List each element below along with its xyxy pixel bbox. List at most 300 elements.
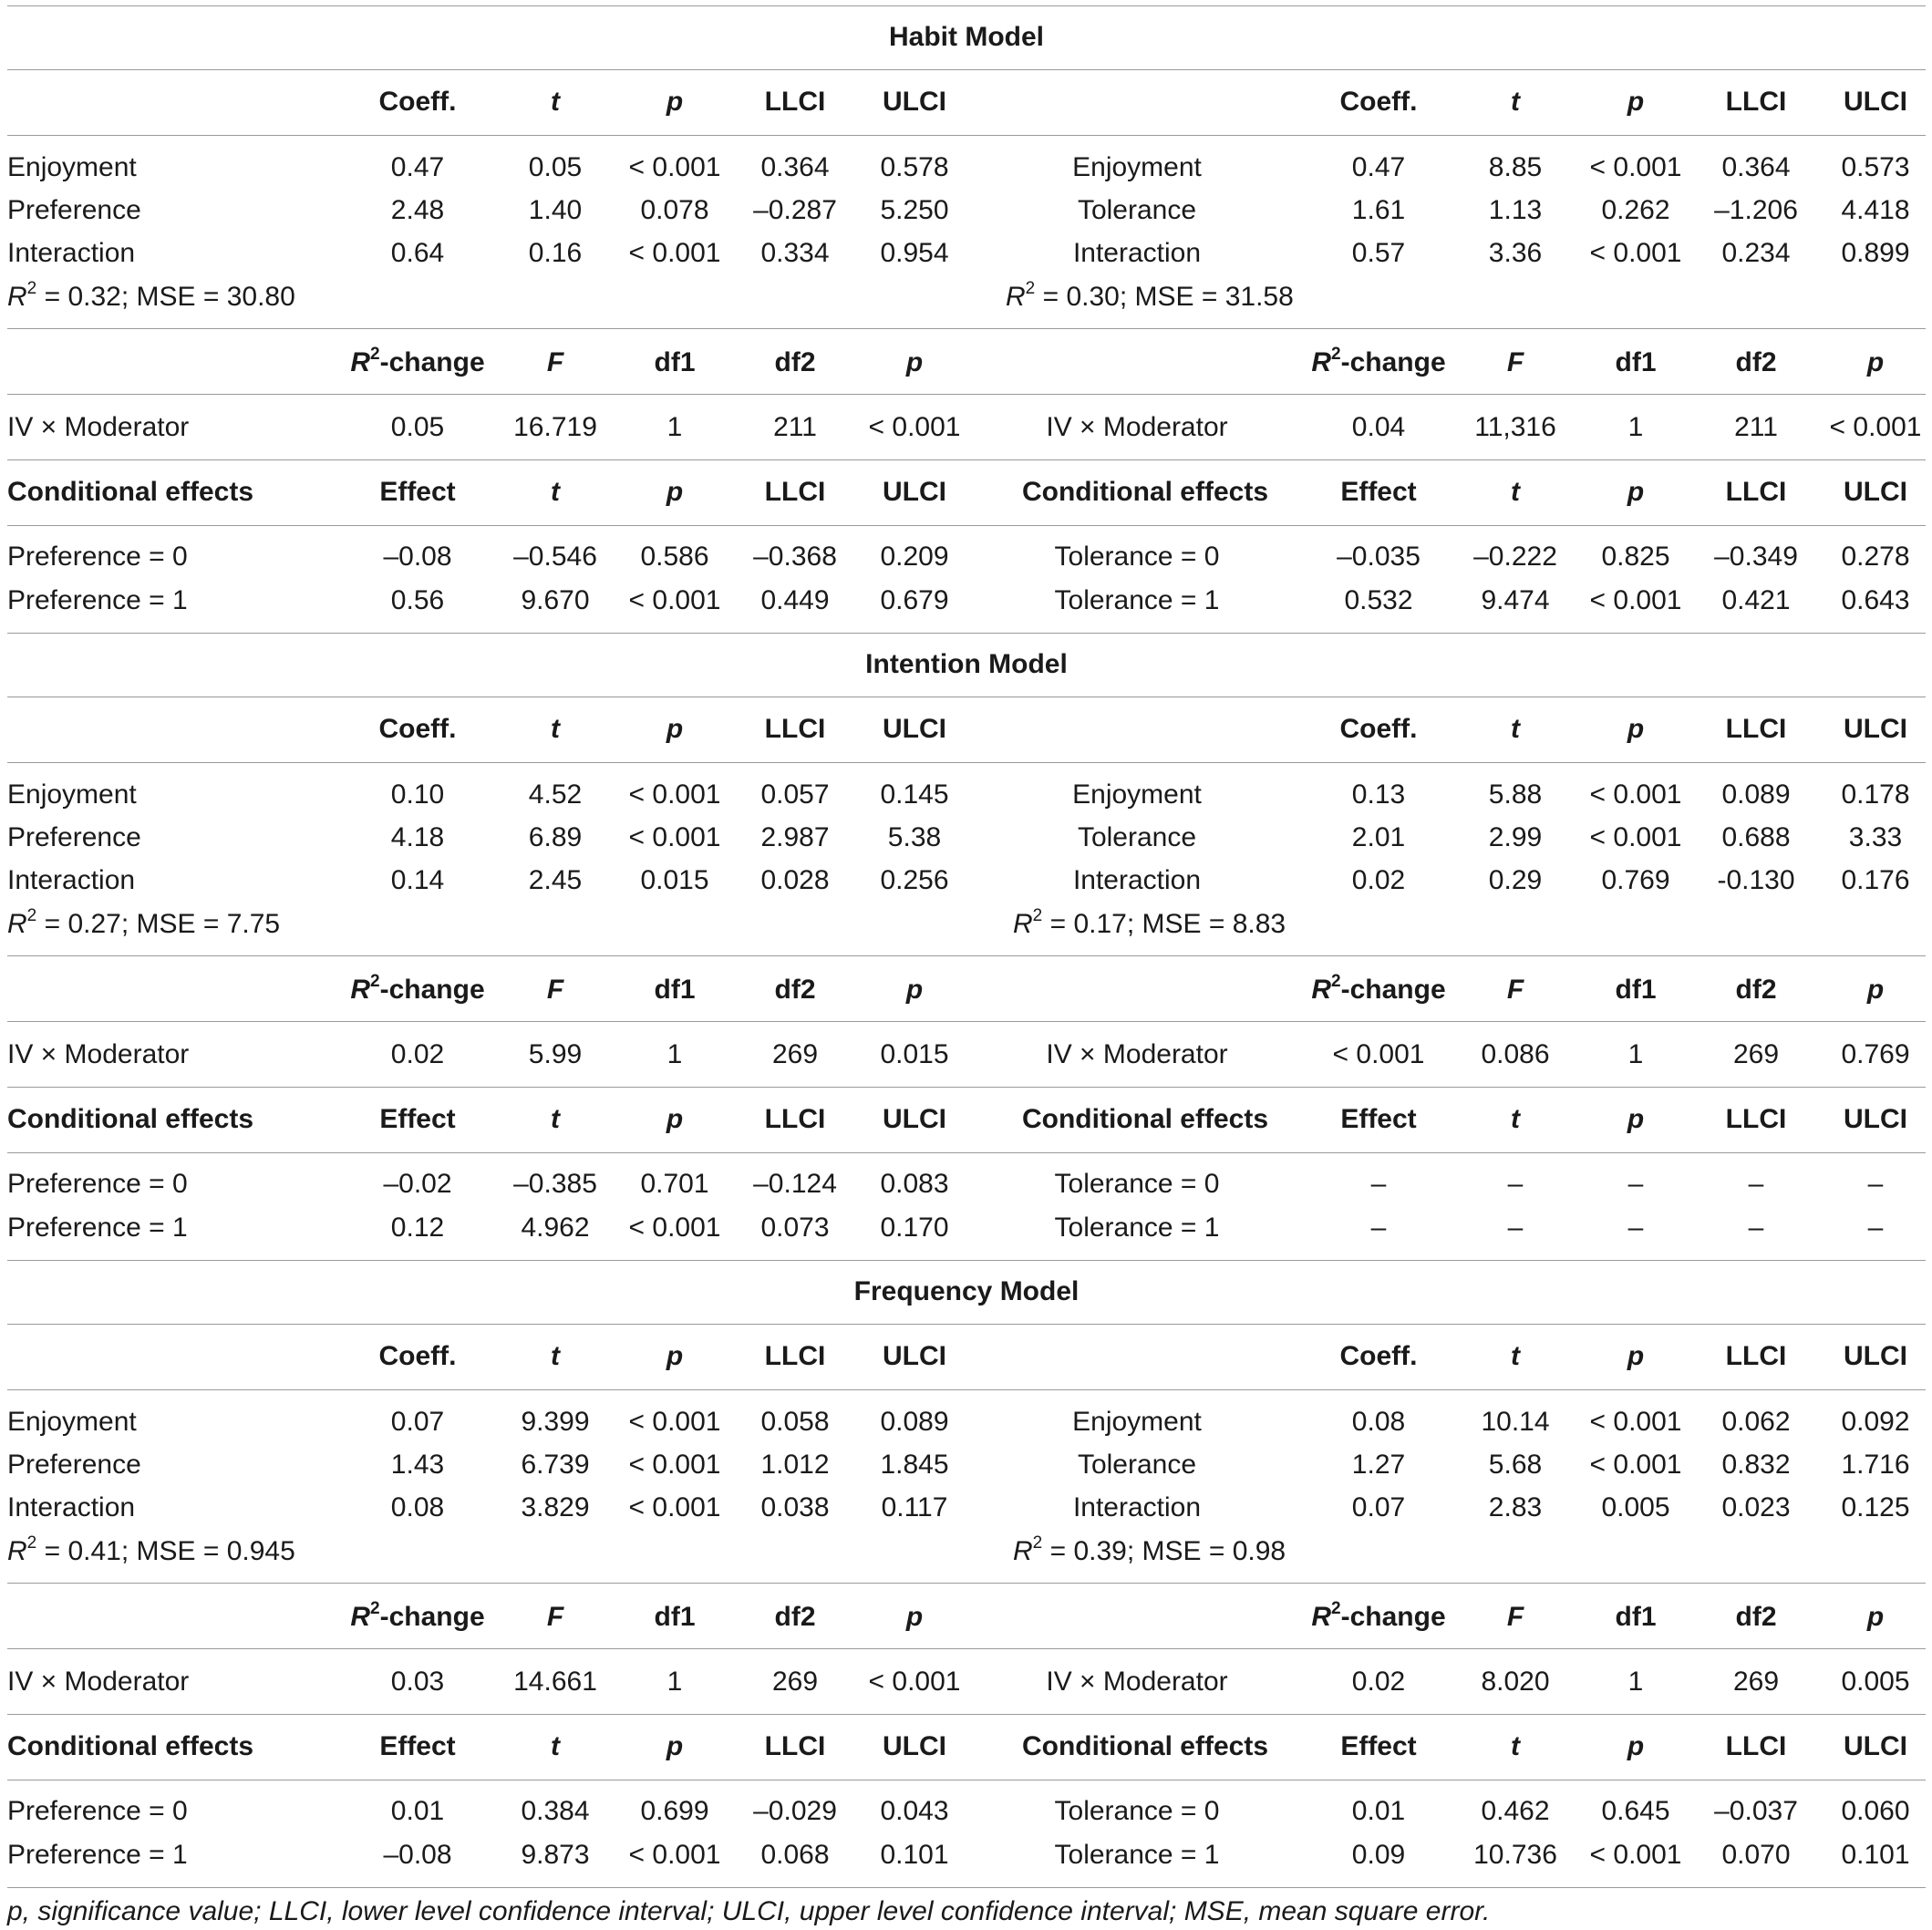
r2-sup: 2 (1331, 345, 1341, 364)
table-cell: 1.40 (528, 195, 583, 225)
rule-line (7, 955, 1926, 956)
p-header: p (905, 1602, 924, 1632)
table-cell: 0.078 (640, 195, 709, 225)
table-cell: < 0.001 (628, 1407, 721, 1437)
coeff-header: Coeff. (1339, 87, 1418, 117)
table-cell: 0.256 (880, 865, 949, 895)
rule-line (7, 1714, 1926, 1715)
table-cell: –0.029 (753, 1796, 837, 1826)
table-cell: 0.209 (880, 542, 949, 572)
p-header: p (1627, 1731, 1645, 1761)
fit-rest: = 0.32; MSE = 30.80 (36, 282, 295, 312)
effect-header: Effect (379, 477, 456, 507)
r2-sup: 2 (1331, 1599, 1341, 1618)
table-cell: 1 (1627, 1667, 1644, 1697)
llci-header: LLCI (1725, 1341, 1787, 1371)
table-cell: 2.99 (1488, 822, 1543, 852)
r2-suffix: -change (1340, 975, 1446, 1005)
table-cell: 0.701 (640, 1169, 709, 1199)
table-cell: 1.012 (760, 1450, 830, 1480)
table-cell: 9.474 (1481, 585, 1550, 615)
conditional-effects-header: Conditional effects (7, 1104, 254, 1134)
table-cell: 1 (1627, 1039, 1644, 1069)
table-cell: 0.832 (1721, 1450, 1791, 1480)
table-cell: 8.85 (1488, 152, 1543, 182)
table-cell: 0.699 (640, 1796, 709, 1826)
r2-suffix: -change (1340, 347, 1446, 377)
table-cell: < 0.001 (628, 779, 721, 810)
cond-row-label: Tolerance = 0 (1054, 1169, 1220, 1199)
table-cell: 0.083 (880, 1169, 949, 1199)
table-cell: 2.01 (1351, 822, 1406, 852)
model-fit (1013, 906, 1286, 939)
model-title: Habit Model (889, 22, 1044, 52)
fit-rest: = 0.41; MSE = 0.945 (36, 1536, 295, 1566)
model-title: Intention Model (865, 649, 1068, 679)
table-cell: < 0.001 (1829, 412, 1922, 442)
table-cell: 211 (773, 412, 817, 442)
r2-sup: 2 (1331, 972, 1341, 991)
model-fit (1013, 1533, 1286, 1566)
table-cell: 269 (771, 1667, 819, 1697)
table-cell: – (1370, 1169, 1387, 1199)
table-cell: –0.222 (1473, 542, 1557, 572)
table-cell: 1.61 (1351, 195, 1406, 225)
p-header: p (666, 477, 684, 507)
fit-r: R (1013, 909, 1033, 939)
table-cell: 0.05 (528, 152, 583, 182)
effect-header: Effect (1340, 1731, 1417, 1761)
fit-rest: = 0.17; MSE = 8.83 (1042, 909, 1286, 939)
table-cell: 1.845 (880, 1450, 949, 1480)
table-cell: 0.038 (760, 1492, 830, 1522)
table-cell: 0.073 (760, 1213, 830, 1243)
table-cell: 0.262 (1601, 195, 1670, 225)
table-cell: 3.829 (521, 1492, 590, 1522)
rule-line (7, 1021, 1926, 1022)
table-cell: 0.56 (390, 585, 445, 615)
p-header: p (1866, 347, 1885, 377)
rule-line (7, 1324, 1926, 1325)
table-cell: 0.068 (760, 1840, 830, 1870)
table-cell: 1 (666, 1667, 683, 1697)
table-cell: 0.023 (1721, 1492, 1791, 1522)
cond-row-label: Tolerance = 1 (1054, 1840, 1220, 1870)
coeff-header: Coeff. (1339, 1341, 1418, 1371)
iv-moderator-label: IV × Moderator (1046, 412, 1228, 442)
ulci-header: ULCI (1844, 1341, 1907, 1371)
table-cell: 0.364 (760, 152, 830, 182)
table-cell: 0.02 (1351, 865, 1406, 895)
effect-header: Effect (1340, 1104, 1417, 1134)
df2-header: df2 (1735, 975, 1777, 1005)
r2-change-header (350, 1599, 485, 1632)
table-cell: < 0.001 (628, 1450, 721, 1480)
coeff-header: Coeff. (378, 87, 457, 117)
table-cell: 0.101 (1841, 1840, 1910, 1870)
row-label: Tolerance (1077, 1450, 1197, 1480)
fit-sup: 2 (26, 906, 37, 925)
fit-r: R (1006, 282, 1026, 312)
r2-sup: 2 (370, 1599, 380, 1618)
table-cell: –0.124 (753, 1169, 837, 1199)
rule-line (7, 328, 1926, 329)
F-header: F (1506, 347, 1524, 377)
table-cell: 3.36 (1488, 238, 1543, 268)
r2-suffix: -change (379, 975, 485, 1005)
rule-line (7, 1583, 1926, 1584)
table-cell: 269 (1732, 1667, 1780, 1697)
table-cell: 0.899 (1841, 238, 1910, 268)
table-cell: – (1867, 1213, 1884, 1243)
table-cell: 5.250 (880, 195, 949, 225)
table-cell: 0.532 (1344, 585, 1413, 615)
df1-header: df1 (654, 347, 696, 377)
table-cell: 0.679 (880, 585, 949, 615)
table-cell: < 0.001 (628, 822, 721, 852)
p-header: p (1627, 477, 1645, 507)
table-cell: 6.739 (521, 1450, 590, 1480)
r2-r: R (1311, 975, 1332, 1005)
r2-r: R (350, 347, 371, 377)
footnote: p, significance value; LLCI, lower level confidence interval; ULCI, upper level confidence interval; MSE, mean square error. (7, 1896, 1491, 1926)
table-cell: 0.178 (1841, 779, 1910, 810)
table-cell: 4.418 (1841, 195, 1910, 225)
t-header: t (551, 1341, 560, 1371)
table-cell: < 0.001 (1589, 822, 1682, 852)
table-cell: 0.005 (1841, 1667, 1910, 1697)
table-cell: 5.99 (528, 1039, 583, 1069)
table-cell: < 0.001 (628, 238, 721, 268)
ulci-header: ULCI (1844, 1731, 1907, 1761)
table-cell: 0.384 (521, 1796, 590, 1826)
table-cell: < 0.001 (868, 412, 961, 442)
cond-row-label: Preference = 0 (7, 1169, 188, 1199)
table-cell: 5.68 (1488, 1450, 1543, 1480)
r2-suffix: -change (1340, 1602, 1446, 1632)
table-cell: 9.670 (521, 585, 590, 615)
table-cell: –0.02 (383, 1169, 452, 1199)
ulci-header: ULCI (1844, 87, 1907, 117)
table-cell: 0.578 (880, 152, 949, 182)
cond-row-label: Preference = 1 (7, 585, 188, 615)
ulci-header: ULCI (883, 1731, 946, 1761)
conditional-effects-header: Conditional effects (1021, 477, 1269, 507)
table-cell: –0.037 (1714, 1796, 1798, 1826)
ulci-header: ULCI (1844, 714, 1907, 744)
table-cell: – (1748, 1213, 1764, 1243)
table-cell: 0.278 (1841, 542, 1910, 572)
cond-row-label: Tolerance = 1 (1054, 585, 1220, 615)
table-cell: – (1507, 1169, 1524, 1199)
p-header: p (1627, 714, 1645, 744)
table-cell: –0.035 (1337, 542, 1421, 572)
model-fit (7, 906, 281, 939)
row-label: Interaction (7, 1492, 136, 1522)
table-cell: –0.349 (1714, 542, 1798, 572)
table-cell: 10.736 (1473, 1840, 1557, 1870)
table-cell: 0.47 (390, 152, 445, 182)
p-header: p (1627, 1341, 1645, 1371)
rule-line (7, 394, 1926, 395)
p-header: p (666, 714, 684, 744)
table-cell: 0.005 (1601, 1492, 1670, 1522)
fit-rest: = 0.30; MSE = 31.58 (1035, 282, 1294, 312)
F-header: F (1506, 975, 1524, 1005)
table-cell: 0.16 (528, 238, 583, 268)
table-cell: –0.385 (513, 1169, 597, 1199)
table-cell: –0.546 (513, 542, 597, 572)
df2-header: df2 (774, 975, 816, 1005)
table-cell: –0.08 (383, 1840, 452, 1870)
table-cell: 0.057 (760, 779, 830, 810)
row-label: Enjoyment (7, 152, 137, 182)
fit-sup: 2 (1025, 279, 1036, 298)
table-cell: 0.08 (1351, 1407, 1406, 1437)
t-header: t (1511, 714, 1520, 744)
coeff-header: Coeff. (378, 1341, 457, 1371)
table-cell: 3.33 (1848, 822, 1903, 852)
llci-header: LLCI (764, 1104, 826, 1134)
table-cell: –0.287 (753, 195, 837, 225)
table-cell: –0.08 (383, 542, 452, 572)
fit-sup: 2 (26, 279, 37, 298)
F-header: F (546, 347, 564, 377)
table-cell: 0.643 (1841, 585, 1910, 615)
effect-header: Effect (379, 1104, 456, 1134)
table-cell: – (1370, 1213, 1387, 1243)
fit-rest: = 0.27; MSE = 7.75 (36, 909, 281, 939)
coeff-header: Coeff. (1339, 714, 1418, 744)
llci-header: LLCI (764, 87, 826, 117)
table-cell: 0.117 (881, 1492, 948, 1522)
cond-row-label: Preference = 0 (7, 1796, 188, 1826)
llci-header: LLCI (764, 1731, 826, 1761)
table-cell: 0.028 (760, 865, 830, 895)
ulci-header: ULCI (1844, 477, 1907, 507)
r2-sup: 2 (370, 972, 380, 991)
table-cell: < 0.001 (1589, 585, 1682, 615)
p-header: p (905, 975, 924, 1005)
p-header: p (905, 347, 924, 377)
table-cell: 0.825 (1601, 542, 1670, 572)
table-cell: 14.661 (513, 1667, 597, 1697)
p-header: p (1866, 975, 1885, 1005)
table-cell: 0.449 (760, 585, 830, 615)
table-cell: < 0.001 (628, 1840, 721, 1870)
df2-header: df2 (774, 347, 816, 377)
table-cell: 2.45 (528, 865, 583, 895)
iv-moderator-label: IV × Moderator (1046, 1039, 1228, 1069)
table-cell: 9.399 (521, 1407, 590, 1437)
r2-suffix: -change (379, 347, 485, 377)
rule-line (7, 633, 1926, 634)
r2-r: R (1311, 347, 1332, 377)
row-label: Interaction (7, 865, 136, 895)
r2-change-header (350, 972, 485, 1005)
row-label: Enjoyment (1072, 1407, 1202, 1437)
fit-sup: 2 (1032, 906, 1043, 925)
rule-line (7, 1887, 1926, 1888)
table-cell: 0.14 (390, 865, 445, 895)
ulci-header: ULCI (883, 1104, 946, 1134)
table-cell: – (1627, 1213, 1644, 1243)
fit-sup: 2 (1032, 1533, 1043, 1553)
llci-header: LLCI (764, 477, 826, 507)
table-cell: 0.089 (1721, 779, 1791, 810)
table-cell: < 0.001 (1589, 238, 1682, 268)
table-cell: 8.020 (1481, 1667, 1550, 1697)
table-cell: 1 (666, 1039, 683, 1069)
r2-suffix: -change (379, 1602, 485, 1632)
row-label: Interaction (1072, 238, 1202, 268)
p-header: p (1866, 1602, 1885, 1632)
model-fit (1006, 279, 1294, 312)
table-cell: 0.070 (1721, 1840, 1791, 1870)
fit-r: R (7, 282, 27, 312)
table-cell: < 0.001 (628, 152, 721, 182)
table-cell: 1.13 (1488, 195, 1543, 225)
table-cell: 0.64 (390, 238, 445, 268)
r2-change-header (350, 345, 485, 377)
table-cell: 0.769 (1841, 1039, 1910, 1069)
table-cell: < 0.001 (628, 1492, 721, 1522)
table-cell: 1 (1627, 412, 1644, 442)
table-cell: 0.062 (1721, 1407, 1791, 1437)
r2-r: R (350, 975, 371, 1005)
cond-row-label: Preference = 1 (7, 1840, 188, 1870)
df2-header: df2 (1735, 347, 1777, 377)
rule-line (7, 525, 1926, 526)
effect-header: Effect (1340, 477, 1417, 507)
row-label: Tolerance (1077, 822, 1197, 852)
p-header: p (666, 1104, 684, 1134)
table-cell: 0.092 (1841, 1407, 1910, 1437)
table-cell: 0.13 (1351, 779, 1406, 810)
cond-row-label: Tolerance = 1 (1054, 1213, 1220, 1243)
ulci-header: ULCI (883, 477, 946, 507)
df1-header: df1 (1615, 975, 1657, 1005)
ulci-header: ULCI (883, 714, 946, 744)
table-cell: 0.57 (1351, 238, 1406, 268)
table-cell: 9.873 (521, 1840, 590, 1870)
table-cell: < 0.001 (1589, 1840, 1682, 1870)
row-label: Tolerance (1077, 195, 1197, 225)
llci-header: LLCI (764, 1341, 826, 1371)
ulci-header: ULCI (1844, 1104, 1907, 1134)
df1-header: df1 (654, 1602, 696, 1632)
p-header: p (666, 1731, 684, 1761)
table-cell: < 0.001 (628, 1213, 721, 1243)
top-rule (7, 5, 1926, 6)
table-cell: 2.48 (390, 195, 445, 225)
df1-header: df1 (1615, 1602, 1657, 1632)
cond-row-label: Tolerance = 0 (1054, 1796, 1220, 1826)
table-cell: 0.170 (880, 1213, 949, 1243)
table-cell: < 0.001 (1589, 1407, 1682, 1437)
row-label: Enjoyment (1072, 779, 1202, 810)
table-cell: 0.145 (880, 779, 949, 810)
table-cell: 0.421 (1721, 585, 1791, 615)
llci-header: LLCI (1725, 714, 1787, 744)
rule-line (7, 1389, 1926, 1390)
p-header: p (666, 1341, 684, 1371)
table-cell: 0.769 (1601, 865, 1670, 895)
table-cell: 0.02 (390, 1039, 445, 1069)
fit-r: R (7, 1536, 27, 1566)
conditional-effects-header: Conditional effects (1021, 1104, 1269, 1134)
t-header: t (551, 1731, 560, 1761)
table-cell: –1.206 (1714, 195, 1798, 225)
table-cell: 0.12 (390, 1213, 445, 1243)
table-cell: 6.89 (528, 822, 583, 852)
row-label: Enjoyment (7, 1407, 137, 1437)
table-cell: – (1748, 1169, 1764, 1199)
table-cell: 0.060 (1841, 1796, 1910, 1826)
rule-line (7, 1648, 1926, 1649)
table-cell: 1.716 (1841, 1450, 1910, 1480)
table-cell: < 0.001 (1332, 1039, 1425, 1069)
table-cell: 1.27 (1351, 1450, 1406, 1480)
table-cell: 0.089 (880, 1407, 949, 1437)
F-header: F (546, 1602, 564, 1632)
table-cell: 0.334 (760, 238, 830, 268)
model-fit (7, 1533, 295, 1566)
table-cell: 0.125 (1841, 1492, 1910, 1522)
fit-r: R (7, 909, 27, 939)
table-cell: 0.688 (1721, 822, 1791, 852)
table-cell: 0.364 (1721, 152, 1791, 182)
t-header: t (551, 1104, 560, 1134)
table-cell: 5.88 (1488, 779, 1543, 810)
rule-line (7, 459, 1926, 460)
t-header: t (551, 87, 560, 117)
table-cell: 0.043 (880, 1796, 949, 1826)
table-cell: 2.83 (1488, 1492, 1543, 1522)
cond-row-label: Preference = 0 (7, 542, 188, 572)
table-cell: 0.04 (1351, 412, 1406, 442)
table-cell: – (1867, 1169, 1884, 1199)
table-cell: 0.08 (390, 1492, 445, 1522)
df2-header: df2 (774, 1602, 816, 1632)
table-cell: 10.14 (1481, 1407, 1550, 1437)
table-cell: 0.586 (640, 542, 709, 572)
rule-line (7, 762, 1926, 763)
table-cell: 1 (666, 412, 683, 442)
table-cell: 0.02 (1351, 1667, 1406, 1697)
table-cell: 16.719 (513, 412, 597, 442)
t-header: t (1511, 1104, 1520, 1134)
table-cell: 0.645 (1601, 1796, 1670, 1826)
table-cell: 0.101 (880, 1840, 949, 1870)
table-cell: 0.07 (1351, 1492, 1406, 1522)
conditional-effects-header: Conditional effects (1021, 1731, 1269, 1761)
iv-moderator-label: IV × Moderator (7, 1667, 190, 1697)
table-cell: 0.058 (760, 1407, 830, 1437)
row-label: Interaction (1072, 1492, 1202, 1522)
table-cell: 0.015 (640, 865, 709, 895)
table-cell: 0.015 (880, 1039, 949, 1069)
row-label: Enjoyment (7, 779, 137, 810)
row-label: Preference (7, 822, 141, 852)
t-header: t (1511, 1341, 1520, 1371)
row-label: Interaction (7, 238, 136, 268)
ulci-header: ULCI (883, 1341, 946, 1371)
table-cell: – (1507, 1213, 1524, 1243)
table-cell: 4.962 (521, 1213, 590, 1243)
r2-r: R (1311, 1602, 1332, 1632)
table-cell: 4.18 (390, 822, 445, 852)
